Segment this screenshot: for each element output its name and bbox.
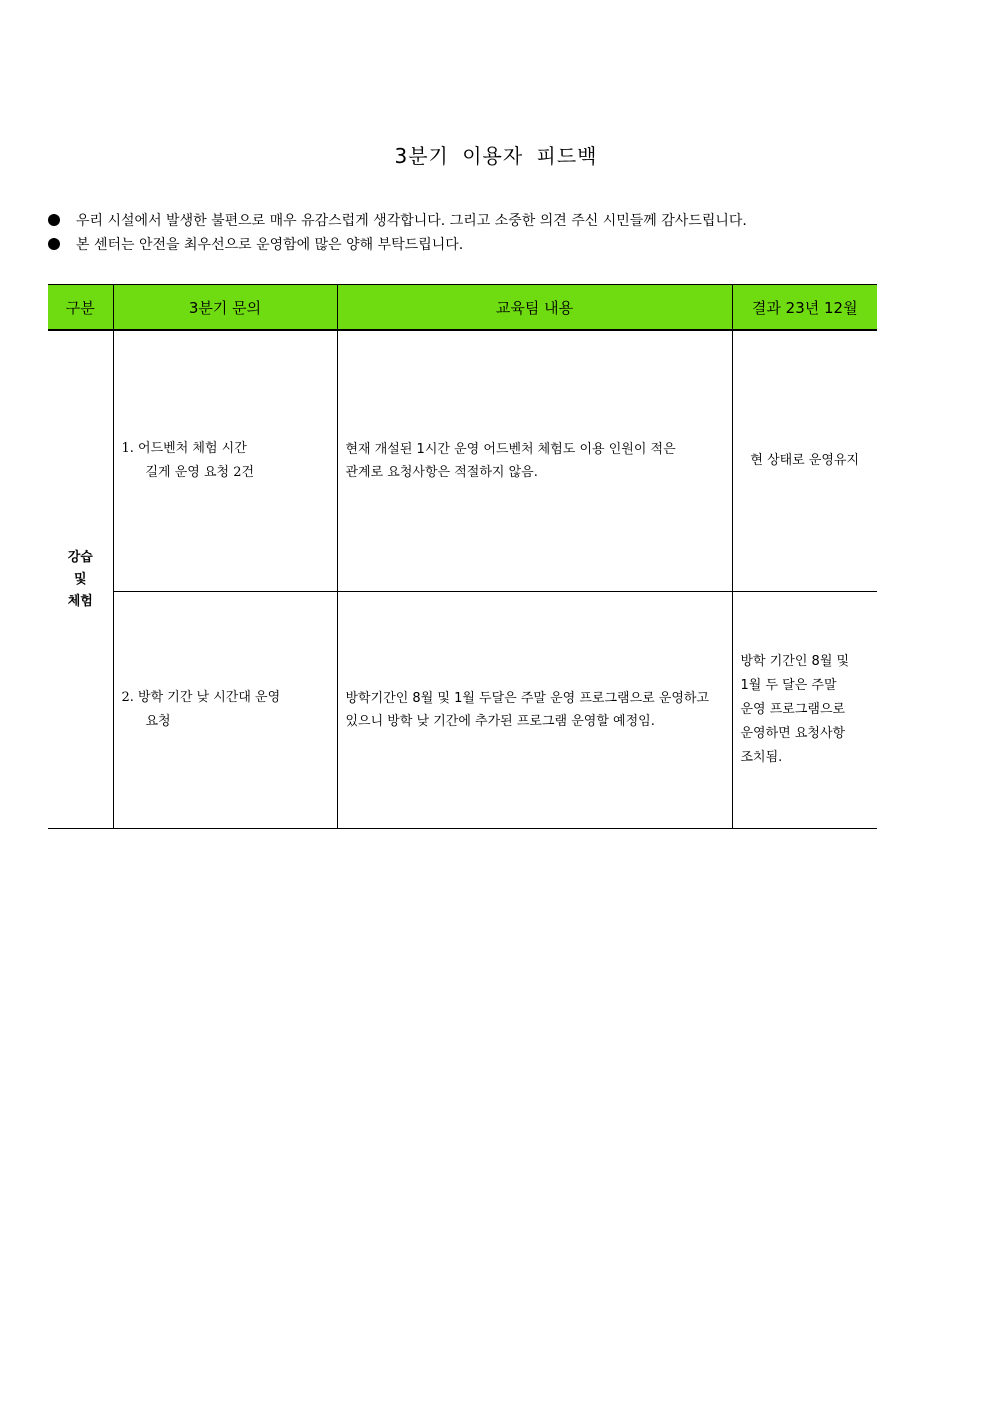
inquiry-cell — [113, 592, 337, 829]
education-text: 있으니 방학 낮 기간에 추가된 프로그램 운영할 예정임. — [345, 714, 655, 729]
category-cell — [48, 330, 113, 829]
notice-item — [48, 208, 948, 232]
table-row — [48, 592, 877, 829]
notice-text: 우리 시설에서 발생한 불편으로 매우 유감스럽게 생각합니다. 그리고 소중한 의견 주신 시민들께 감사드립니다. — [76, 213, 747, 229]
page-title: 3분기 이용자 피드백 — [394, 144, 598, 168]
feedback-table — [48, 284, 877, 829]
category-label: 강습 — [67, 549, 93, 565]
inquiry-text: 길게 운영 요청 2건 — [145, 465, 255, 480]
notice-item — [48, 232, 948, 256]
header-category: 구분 — [48, 285, 113, 331]
education-text: 관계로 요청사항은 적절하지 않음. — [345, 465, 538, 480]
result-text: 현 상태로 운영유지 — [750, 453, 860, 468]
bullet-icon — [48, 214, 60, 226]
notice-list — [48, 208, 948, 256]
notice-text: 본 센터는 안전을 최우선으로 운영함에 많은 양해 부탁드립니다. — [76, 237, 464, 253]
header-result: 결과 23년 12월 — [732, 285, 877, 331]
result-text: 운영 프로그램으로 — [740, 702, 846, 717]
education-text: 방학기간인 8월 및 1월 두달은 주말 운영 프로그램으로 운영하고 — [345, 691, 710, 706]
inquiry-cell — [113, 330, 337, 592]
education-cell — [337, 330, 732, 592]
result-text: 1월 두 달은 주말 — [740, 678, 837, 693]
education-text: 현재 개설된 1시간 운영 어드벤처 체험도 이용 인원이 적은 — [345, 442, 676, 457]
category-label: 및 — [73, 571, 87, 587]
header-inquiry: 3분기 문의 — [113, 285, 337, 331]
result-text: 방학 기간인 8월 및 — [740, 654, 850, 669]
inquiry-text: 2. 방학 기간 낮 시간대 운영 — [121, 690, 281, 705]
header-education-team: 교육팀 내용 — [337, 285, 732, 331]
inquiry-text: 1. 어드벤처 체험 시간 — [121, 441, 247, 456]
category-label: 체험 — [67, 593, 93, 609]
table-row — [48, 330, 877, 592]
result-text: 조치됨. — [740, 750, 783, 765]
result-text: 운영하면 요청사항 — [740, 726, 846, 741]
inquiry-text: 요청 — [145, 714, 171, 729]
education-cell — [337, 592, 732, 829]
table-header-row — [48, 285, 877, 331]
bullet-icon — [48, 238, 60, 250]
result-cell — [732, 592, 877, 829]
result-cell — [732, 330, 877, 592]
